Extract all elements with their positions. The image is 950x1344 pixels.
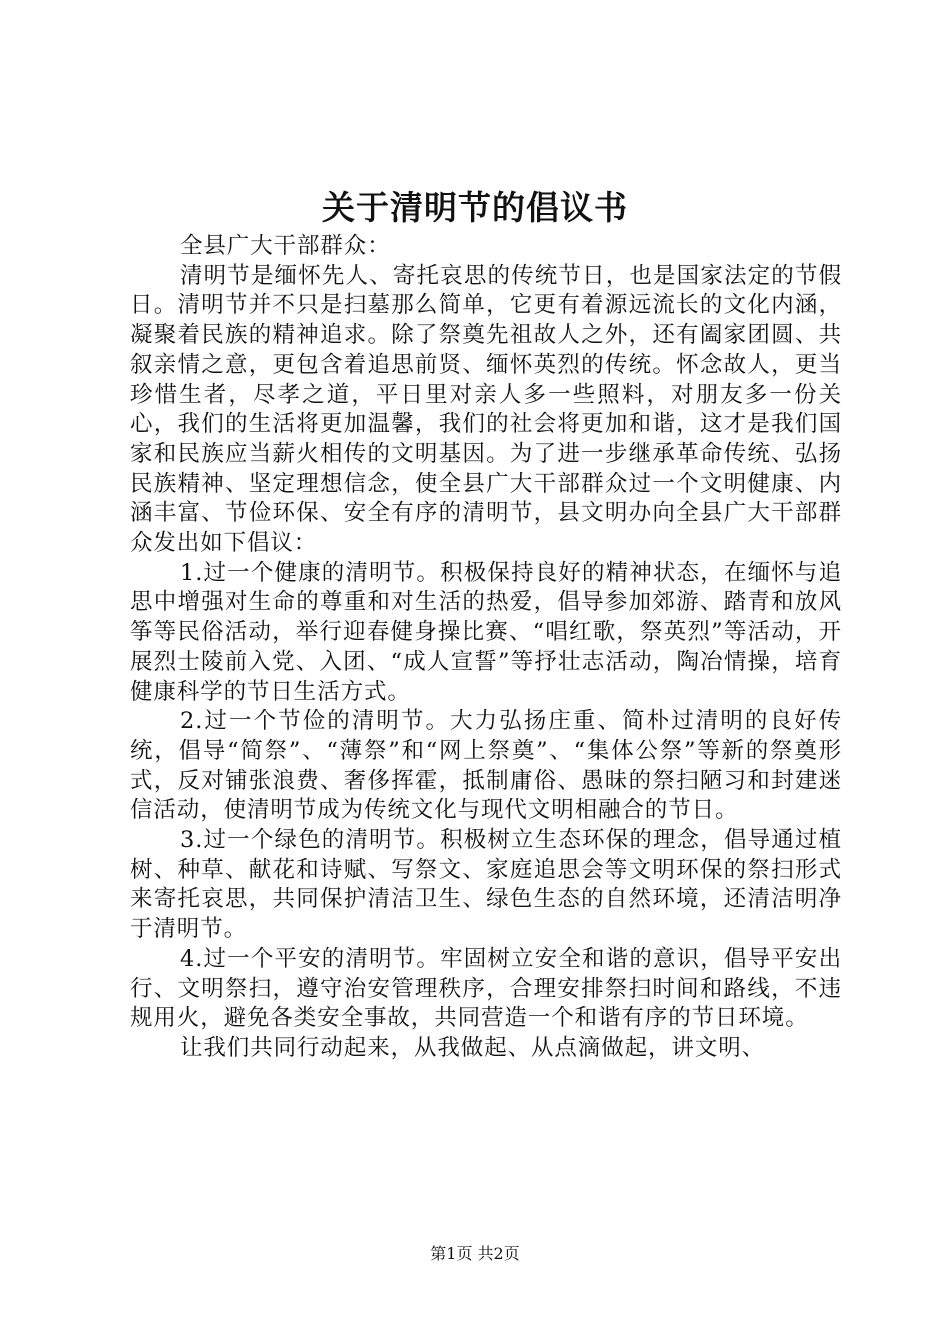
intro-paragraph: 清明节是缅怀先人、寄托哀思的传统节日，也是国家法定的节假日。清明节并不只是扫墓那么简单，它更有着源远流长的文化内涵，凝聚着民族的精神追求。除了祭奠先祖故人之外，还有阖家团圆、共叙亲情之意，更包含着追思前贤、缅怀英烈的传统。怀念故人，更当珍惜生者，尽孝之道，平日里对亲人多一些照料，对朋友多一份关心，我们的生活将更加温馨，我们的社会将更加和谐，这才是我们国家和民族应当薪火相传的文明基因。为了进一步继承革命传统、弘扬民族精神、坚定理想信念，使全县广大干部群众过一个文明健康、内涵丰富、节俭环保、安全有序的清明节，县文明办向全县广大干部群众发出如下倡议：	[130, 262, 842, 557]
proposal-item-3: 3.过一个绿色的清明节。积极树立生态环保的理念，倡导通过植树、种草、献花和诗赋、写祭文、家庭追思会等文明环保的祭扫形式来寄托哀思，共同保护清洁卫生、绿色生态的自然环境，还清洁明净于清明节。	[130, 827, 842, 943]
closing-paragraph: 让我们共同行动起来，从我做起、从点滴做起，讲文明、	[180, 1034, 766, 1061]
proposal-item-2: 2.过一个节俭的清明节。大力弘扬庄重、简朴过清明的良好传统，倡导“简祭”、“薄祭”和“网上祭奠”、“集体公祭”等新的祭奠形式，反对铺张浪费、奢侈挥霍，抵制庸俗、愚昧的祭扫陋习和封建迷信活动，使清明节成为传统文化与现代文明相融合的节日。	[130, 708, 842, 824]
proposal-item-1: 1.过一个健康的清明节。积极保持良好的精神状态，在缅怀与追思中增强对生命的尊重和对生活的热爱，倡导参加郊游、踏青和放风筝等民俗活动，举行迎春健身操比赛、“唱红歌，祭英烈”等活动，开展烈士陵前入党、入团、“成人宣誓”等抒壮志活动，陶冶情操，培育健康科学的节日生活方式。	[130, 559, 842, 705]
page-number-footer: 第1页 共2页	[430, 1244, 520, 1263]
salutation: 全县广大干部群众：	[180, 233, 391, 259]
document-title: 关于清明节的倡议书	[322, 188, 628, 227]
proposal-item-4: 4.过一个平安的清明节。牢固树立安全和谐的意识，倡导平安出行、文明祭扫，遵守治安管理秩序，合理安排祭扫时间和路线，不违规用火，避免各类安全事故，共同营造一个和谐有序的节日环境。	[130, 945, 842, 1032]
document-body	[130, 232, 842, 1064]
